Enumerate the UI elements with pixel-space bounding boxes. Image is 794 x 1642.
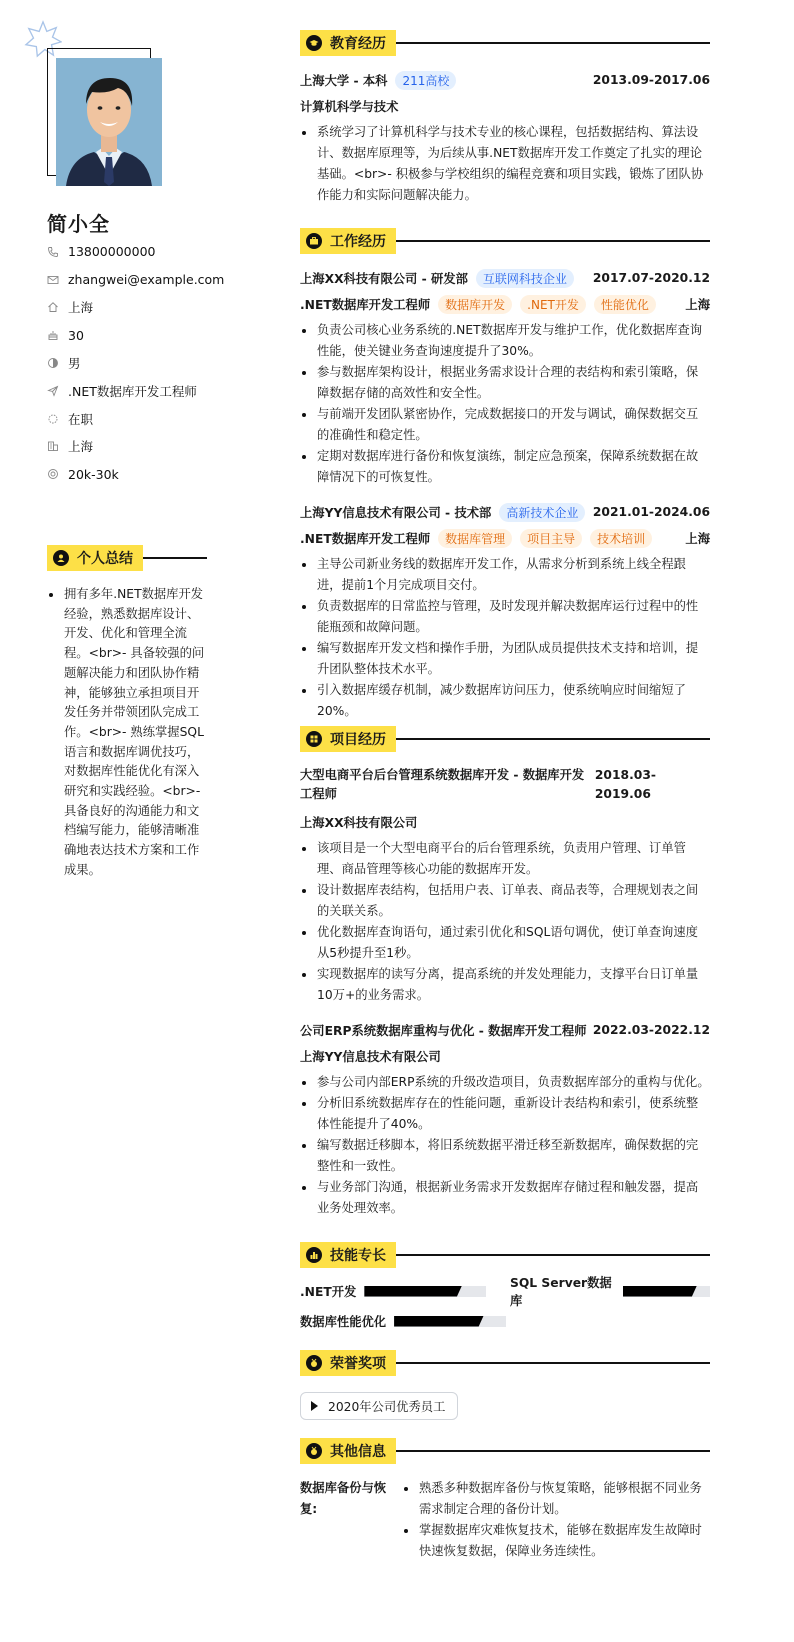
job-entry [300, 502, 710, 722]
list-item: 与前端开发团队紧密协作，完成数据接口的开发与调试，确保数据交互的准确性和稳定性。 [300, 404, 710, 446]
status-icon [47, 413, 59, 425]
info-phone [47, 238, 227, 266]
info-location [47, 294, 227, 322]
cake-icon [47, 329, 59, 341]
phone-icon [47, 246, 59, 258]
project-name: 大型电商平台后台管理系统数据库开发 - 数据库开发工程师 [300, 768, 585, 801]
medal-icon [306, 1355, 322, 1371]
send-icon [47, 385, 59, 397]
section-header [300, 1350, 710, 1376]
section-title: 技能专长 [330, 1248, 386, 1264]
summary-section [47, 545, 207, 881]
project-header [300, 766, 710, 804]
section-tag [300, 1350, 396, 1376]
grid-icon [306, 731, 322, 747]
info-text: 男 [68, 356, 81, 372]
skill-bar [623, 1286, 710, 1297]
company-tag: 互联网科技企业 [476, 269, 574, 288]
info-city [47, 433, 227, 461]
education-major: 计算机科学与技术 [300, 100, 399, 114]
job-header [300, 502, 710, 522]
project-date: 2022.03-2022.12 [592, 1023, 710, 1037]
section-header [47, 545, 207, 571]
list-item: 负责数据库的日常监控与管理，及时发现并解决数据库运行过程中的性能瓶颈和故障问题。 [300, 596, 710, 638]
skill-item [300, 1308, 710, 1334]
list-item: 该项目是一个大型电商平台的后台管理系统，负责用户管理、订单管理、商品管理等核心功能的数据库开发。 [300, 838, 710, 880]
section-header [300, 1242, 710, 1268]
list-item: 实现数据库的读写分离，提高系统的并发处理能力，支撑平台日订单量10万+的业务需求。 [300, 964, 710, 1006]
work-section [300, 228, 710, 722]
projects-section [300, 726, 710, 1219]
skill-bar-fill [394, 1316, 484, 1327]
job-role: .NET数据库开发工程师 [300, 298, 431, 312]
school-name: 上海大学 - 本科 [300, 74, 388, 88]
list-item: 与业务部门沟通，根据新业务需求开发数据库存储过程和触发器，提高业务处理效率。 [300, 1177, 710, 1219]
info-text: .NET数据库开发工程师 [68, 383, 197, 399]
project-date: 2018.03-2019.06 [594, 768, 656, 801]
school-tag: 211高校 [395, 71, 456, 90]
section-tag [300, 726, 396, 752]
other-info-row [300, 1478, 710, 1562]
awards-section [300, 1350, 710, 1420]
list-item: 设计数据库表结构，包括用户表、订单表、商品表等，合理规划表之间的关联关系。 [300, 880, 710, 922]
list-item: 负责公司核心业务系统的.NET数据库开发与维护工作，优化数据库查询性能，使关键业务查询速度提升了30%。 [300, 320, 710, 362]
skill-name: .NET开发 [300, 1285, 357, 1299]
award-text: 2020年公司优秀员工 [328, 1400, 446, 1414]
skill-item [300, 1278, 510, 1304]
education-section [300, 30, 710, 206]
section-title: 个人总结 [77, 551, 133, 567]
job-duty-list [300, 554, 710, 722]
job-date: 2017.07-2020.12 [592, 271, 710, 285]
skill-bar-fill [623, 1286, 697, 1297]
section-divider [143, 557, 207, 559]
gender-icon [47, 357, 59, 369]
section-title: 项目经历 [330, 732, 386, 748]
info-text: 在职 [68, 411, 94, 427]
section-tag [300, 30, 396, 56]
building-icon [47, 440, 59, 452]
home-icon [47, 301, 59, 313]
section-header [300, 1438, 710, 1464]
section-divider [396, 240, 710, 242]
section-divider [396, 1450, 710, 1452]
person-name: 简小全 [47, 212, 110, 236]
skill-name: SQL Server数据库 [510, 1276, 612, 1308]
other-item-list [402, 1478, 710, 1562]
list-item: 系统学习了计算机科学与技术专业的核心课程，包括数据结构、算法设计、数据库原理等，为后续从事.NET数据库开发工作奠定了扎实的理论基础。<br>- 积极参与学校组织的编程竞赛和项目实践，锻炼了团队协作能力和实际问题解决能力。 [300, 122, 710, 206]
skill-tag: 项目主导 [520, 529, 582, 548]
project-header [300, 1020, 710, 1040]
info-text: 上海 [68, 300, 94, 316]
other-label: 数据库备份与恢复: [300, 1481, 387, 1516]
info-position [47, 377, 227, 405]
project-entry [300, 1020, 710, 1219]
job-entry [300, 268, 710, 488]
bar-chart-icon [306, 1247, 322, 1263]
project-entry [300, 766, 710, 1006]
list-item: 主导公司新业务线的数据库开发工作，从需求分析到系统上线全程跟进，提前1个月完成项目交付。 [300, 554, 710, 596]
section-divider [396, 1254, 710, 1256]
section-divider [396, 738, 710, 740]
skill-name: 数据库性能优化 [300, 1315, 387, 1329]
avatar [56, 58, 162, 186]
award-item [300, 1392, 458, 1420]
section-tag [300, 228, 396, 254]
section-header [300, 30, 710, 56]
play-icon [311, 1401, 318, 1411]
skill-tag: .NET开发 [520, 295, 586, 314]
section-divider [396, 1362, 710, 1364]
skill-bar [394, 1316, 506, 1327]
coin-icon [47, 468, 59, 480]
section-header [300, 726, 710, 752]
skill-tag: 数据库开发 [438, 295, 512, 314]
project-company: 上海YY信息技术有限公司 [300, 1050, 441, 1064]
job-role: .NET数据库开发工程师 [300, 532, 431, 546]
skills-section [300, 1242, 710, 1334]
project-company: 上海XX科技有限公司 [300, 816, 418, 830]
job-city: 上海 [685, 532, 710, 546]
section-tag [47, 545, 143, 571]
skill-row-1 [300, 1276, 710, 1308]
section-divider [396, 42, 710, 44]
medal-icon [306, 1443, 322, 1459]
list-item: 定期对数据库进行备份和恢复演练，制定应急预案，保障系统数据在故障情况下的可恢复性。 [300, 446, 710, 488]
other-section [300, 1438, 710, 1562]
section-tag [300, 1438, 396, 1464]
list-item: 分析旧系统数据库存在的性能问题，重新设计表结构和索引，使系统整体性能提升了40%。 [300, 1093, 710, 1135]
project-item-list [300, 1072, 710, 1219]
education-desc-list [300, 122, 710, 206]
job-date: 2021.01-2024.06 [592, 505, 710, 519]
education-header [300, 70, 710, 90]
project-item-list [300, 838, 710, 1006]
list-item: 掌握数据库灾难恢复技术，能够在数据库发生故障时快速恢复数据，保障业务连续性。 [402, 1520, 710, 1562]
job-city: 上海 [685, 298, 710, 312]
company-name: 上海YY信息技术有限公司 - 技术部 [300, 506, 492, 520]
summary-text: 拥有多年.NET数据库开发经验，熟悉数据库设计、开发、优化和管理全流程。<br>- 具备较强的问题解决能力和团队协作精神，能够独立承担项目开发任务并带领团队完成工作。<br>- 熟练掌握SQL语言和数据库调优技巧，对数据库性能优化有深入研究和实践经验。<br>- 具备良好的沟通能力和文档编写能力，能够清晰准确地表达技术方案和工作成果。 [64, 587, 205, 877]
section-title: 荣誉奖项 [330, 1356, 386, 1372]
list-item: 编写数据迁移脚本，将旧系统数据平滑迁移至新数据库，确保数据的完整性和一致性。 [300, 1135, 710, 1177]
skill-bar [364, 1286, 486, 1297]
contact-info-list [47, 238, 227, 488]
left-column [0, 0, 230, 1642]
briefcase-icon [306, 233, 322, 249]
section-header [300, 228, 710, 254]
section-title: 教育经历 [330, 36, 386, 52]
summary-text-block [47, 585, 207, 881]
section-title: 其他信息 [330, 1444, 386, 1460]
info-email [47, 266, 227, 294]
skill-tag: 性能优化 [594, 295, 656, 314]
info-text: zhangwei@example.com [68, 272, 225, 288]
skill-item [510, 1276, 710, 1308]
skill-tag: 技术培训 [590, 529, 652, 548]
project-name: 公司ERP系统数据库重构与优化 - 数据库开发工程师 [300, 1024, 587, 1038]
mail-icon [47, 274, 59, 286]
list-item: 参与数据库架构设计，根据业务需求设计合理的表结构和索引策略，保障数据存储的高效性和安全性。 [300, 362, 710, 404]
job-role-row [300, 294, 710, 314]
section-title: 工作经历 [330, 234, 386, 250]
list-item: 编写数据库开发文档和操作手册，为团队成员提供技术支持和培训，提升团队整体技术水平。 [300, 638, 710, 680]
info-salary [47, 460, 227, 488]
list-item: 熟悉多种数据库备份与恢复策略，能够根据不同业务需求制定合理的备份计划。 [402, 1478, 710, 1520]
section-tag [300, 1242, 396, 1268]
skill-bar-fill [364, 1286, 462, 1297]
list-item: 引入数据库缓存机制，减少数据库访问压力，使系统响应时间缩短了20%。 [300, 680, 710, 722]
job-header [300, 268, 710, 288]
company-tag: 高新技术企业 [499, 503, 585, 522]
info-status [47, 405, 227, 433]
job-role-row [300, 528, 710, 548]
company-name: 上海XX科技有限公司 - 研发部 [300, 272, 468, 286]
info-text: 上海 [68, 439, 94, 455]
skill-tag: 数据库管理 [438, 529, 512, 548]
graduation-cap-icon [306, 35, 322, 51]
info-text: 20k-30k [68, 466, 119, 482]
user-icon [53, 550, 69, 566]
bullet-dot [49, 593, 53, 597]
info-text: 30 [68, 327, 84, 343]
info-gender [47, 349, 227, 377]
education-date: 2013.09-2017.06 [592, 73, 710, 87]
info-age [47, 321, 227, 349]
list-item: 参与公司内部ERP系统的升级改造项目，负责数据库部分的重构与优化。 [300, 1072, 710, 1093]
info-text: 13800000000 [68, 244, 156, 260]
list-item: 优化数据库查询语句，通过索引优化和SQL语句调优，使订单查询速度从5秒提升至1秒。 [300, 922, 710, 964]
job-duty-list [300, 320, 710, 488]
